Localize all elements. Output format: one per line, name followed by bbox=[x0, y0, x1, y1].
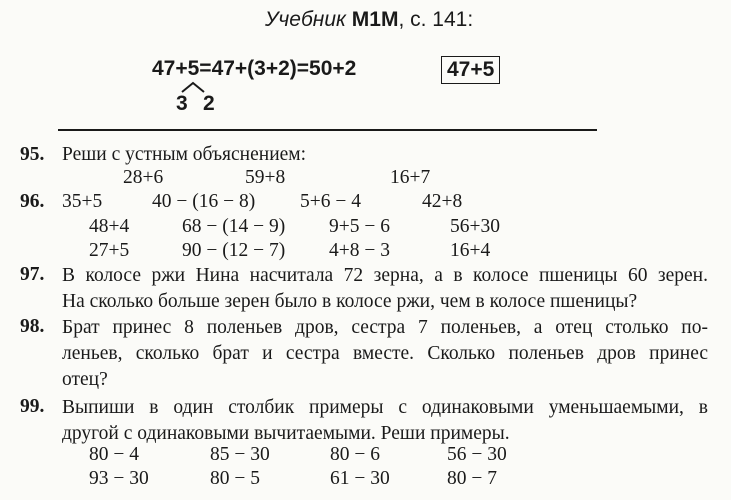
p99-line-2: другой с одинаковыми вычитаемыми. Реши примеры. bbox=[62, 423, 510, 444]
p99-r2-c3: 61 − 30 bbox=[330, 468, 390, 489]
problem-95-text: Реши с устным объяснением: bbox=[62, 144, 307, 165]
header-title-italic: Учебник bbox=[265, 8, 346, 31]
p95-item-1: 28+6 bbox=[123, 167, 164, 188]
p96-r3-c3: 4+8 − 3 bbox=[329, 240, 390, 261]
problem-95-number: 95. bbox=[20, 144, 45, 165]
p99-r1-c1: 80 − 4 bbox=[89, 444, 139, 465]
p95-item-3: 16+7 bbox=[390, 167, 431, 188]
p99-r2-c1: 93 − 30 bbox=[89, 468, 149, 489]
header-title-bold: М1М bbox=[351, 8, 399, 31]
page-header bbox=[265, 8, 473, 32]
problem-97-text bbox=[62, 263, 708, 315]
problem-98-text bbox=[62, 315, 708, 393]
p99-r1-c4: 56 − 30 bbox=[447, 444, 507, 465]
p98-line-2: леньев, сколько брат и сестра вместе. Сколько поленьев дров принес bbox=[62, 343, 708, 364]
p97-line-2: На сколько больше зерен было в колосе ржи, чем в колосе пшеницы? bbox=[62, 291, 638, 312]
p99-r2-c4: 80 − 7 bbox=[447, 468, 497, 489]
p97-line-1: В колосе ржи Нина насчитала 72 зерна, а в колосе пшеницы 60 зерен. bbox=[62, 265, 708, 286]
problem-97-number: 97. bbox=[20, 264, 45, 285]
problem-99-number: 99. bbox=[20, 396, 45, 417]
formula-main: 47+5=47+(3+2)=50+2 bbox=[152, 57, 357, 80]
p99-r1-c2: 85 − 30 bbox=[210, 444, 270, 465]
p95-item-2: 59+8 bbox=[245, 167, 286, 188]
p98-line-3: отец? bbox=[62, 369, 108, 390]
p96-r3-c4: 16+4 bbox=[450, 240, 491, 261]
p96-r2-c3: 9+5 − 6 bbox=[329, 216, 390, 237]
problem-99-text bbox=[62, 395, 708, 447]
header-page-ref: , с. 141: bbox=[398, 8, 474, 31]
divider-rule bbox=[58, 129, 597, 131]
p96-r1-c3: 5+6 − 4 bbox=[300, 191, 361, 212]
p96-r2-c2: 68 − (14 − 9) bbox=[182, 216, 286, 237]
p96-r2-c4: 56+30 bbox=[450, 216, 500, 237]
formula-split-left: 3 bbox=[176, 92, 188, 115]
p96-r1-c4: 42+8 bbox=[422, 191, 463, 212]
p96-r3-c2: 90 − (12 − 7) bbox=[182, 240, 286, 261]
p96-r1-c2: 40 − (16 − 8) bbox=[152, 191, 256, 212]
formula-split-right: 2 bbox=[203, 92, 215, 115]
p96-r1-c1: 35+5 bbox=[62, 191, 103, 212]
p96-r2-c1: 48+4 bbox=[89, 216, 130, 237]
p99-line-1: Выпиши в один столбик примеры с одинаковыми уменьшаемыми, в bbox=[62, 397, 708, 418]
formula-boxed: 47+5 bbox=[441, 56, 500, 84]
problem-96-number: 96. bbox=[20, 191, 45, 212]
p96-r3-c1: 27+5 bbox=[89, 240, 130, 261]
p99-r2-c2: 80 − 5 bbox=[210, 468, 260, 489]
p98-line-1: Брат принес 8 поленьев дров, сестра 7 поленьев, а отец столько по- bbox=[62, 317, 708, 338]
problem-98-number: 98. bbox=[20, 316, 45, 337]
p99-r1-c3: 80 − 6 bbox=[330, 444, 380, 465]
